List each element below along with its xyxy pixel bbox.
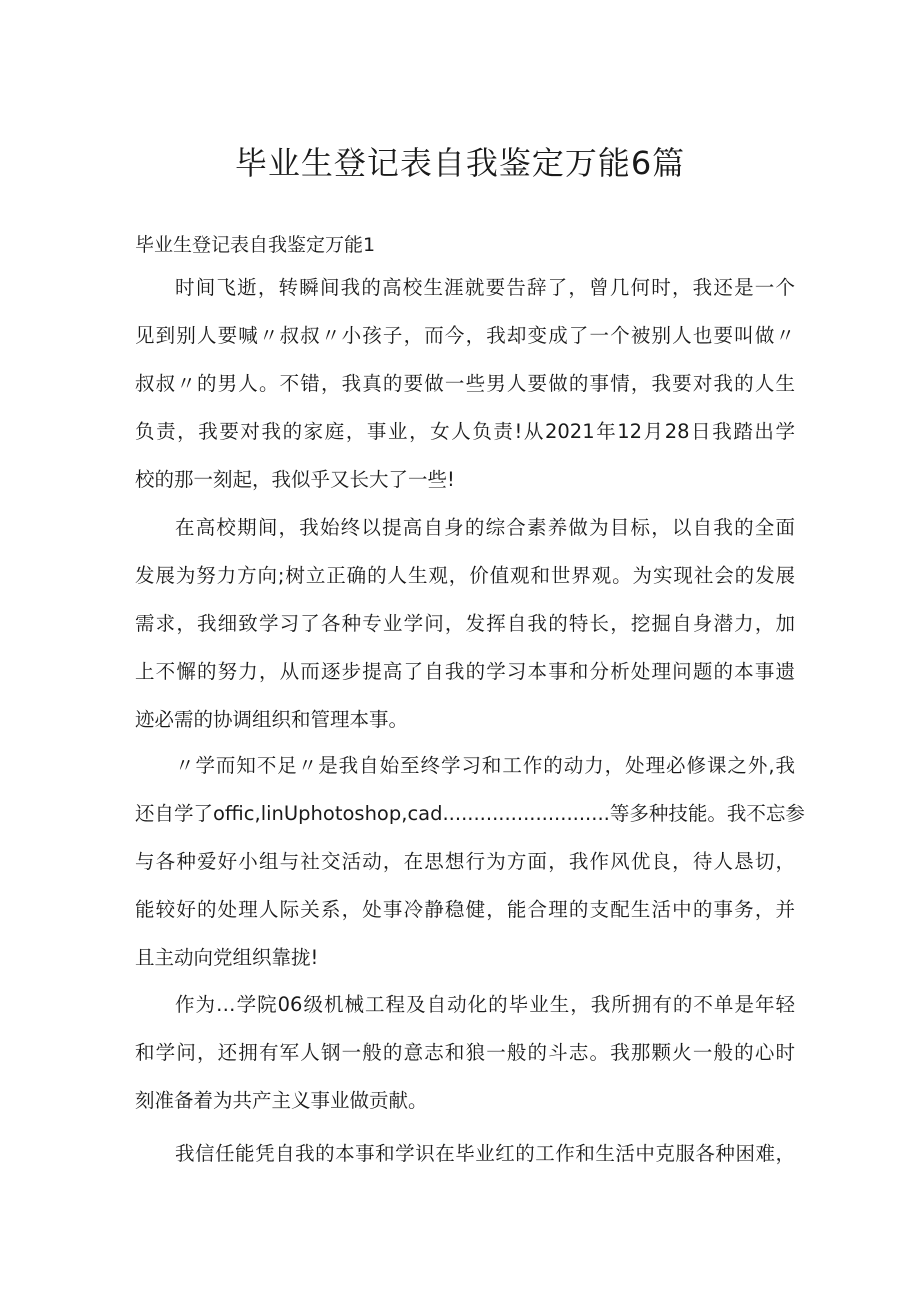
section-heading: 毕业生登记表自我鉴定万能1 (135, 234, 376, 256)
text-line: 见到别人要喊〃叔叔〃小孩子，而今，我却变成了一个被别人也要叫做〃 (135, 324, 795, 347)
paragraph-3 (135, 742, 805, 982)
document-title: 毕业生登记表自我鉴定万能6篇 (234, 144, 686, 182)
text-line: 时间飞逝，转瞬间我的高校生涯就要告辞了，曾几何时，我还是一个 (175, 276, 795, 299)
text-line: 负责，我要对我的家庭，事业，女人负责!从2021年12月28日我踏出学 (135, 420, 795, 443)
text-line: 上不懈的努力，从而逐步提高了自我的学习本事和分析处理问题的本事遗 (135, 660, 795, 683)
text-line: 还自学了offic,linUphotoshop,cad...........................等多种技能。我不忘参 (135, 802, 805, 825)
text-line: 发展为努力方向;树立正确的人生观，价值观和世界观。为实现社会的发展 (135, 564, 795, 587)
text-line: 〃学而知不足〃是我自始至终学习和工作的动力，处理必修课之外,我 (175, 754, 795, 777)
text-line: 且主动向党组织靠拢! (135, 946, 319, 969)
text-line: 和学问，还拥有军人钢一般的意志和狼一般的斗志。我那颗火一般的心时 (135, 1041, 795, 1064)
paragraph-2 (135, 504, 795, 744)
text-line: 需求，我细致学习了各种专业学问，发挥自我的特长，挖掘自身潜力，加 (135, 612, 795, 635)
text-line: 迹必需的协调组织和管理本事。 (135, 708, 409, 731)
text-line: 我信任能凭自我的本事和学识在毕业红的工作和生活中克服各种困难， (175, 1142, 795, 1165)
text-line: 校的那一刻起，我似乎又长大了一些! (135, 468, 455, 491)
text-line: 叔叔〃的男人。不错，我真的要做一些男人要做的事情，我要对我的人生 (135, 372, 795, 395)
paragraph-4 (135, 981, 795, 1125)
paragraph-1 (135, 264, 795, 504)
text-line: 与各种爱好小组与社交活动，在思想行为方面，我作风优良，待人恳切， (135, 850, 795, 873)
text-line: 刻准备着为共产主义事业做贡献。 (135, 1089, 428, 1112)
text-line: 在高校期间，我始终以提高自身的综合素养做为目标，以自我的全面 (175, 516, 795, 539)
text-line: 能较好的处理人际关系，处事冷静稳健，能合理的支配生活中的事务，并 (135, 898, 795, 921)
paragraph-5 (135, 1130, 795, 1178)
text-line: 作为…学院06级机械工程及自动化的毕业生，我所拥有的不单是年轻 (175, 993, 795, 1016)
